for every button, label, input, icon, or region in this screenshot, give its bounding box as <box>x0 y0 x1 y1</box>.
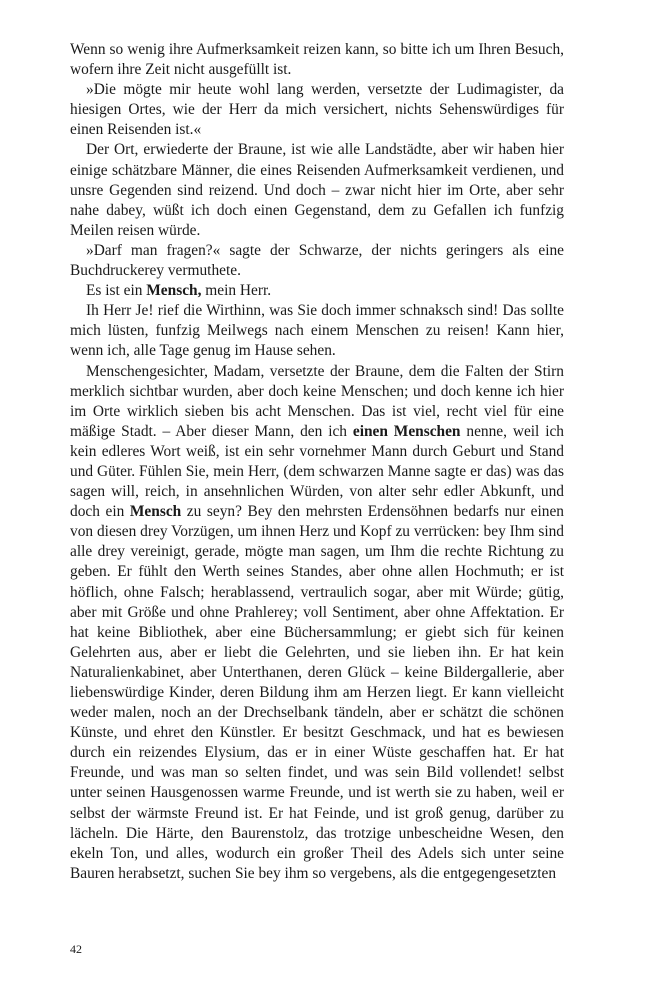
paragraph <box>70 241 564 281</box>
text-run: zu seyn? Bey den mehrsten Erdensöhnen bedarfs nur einen von diesen drey Vorzügen, um ihnen Herz und Kopf zu verrücken: bey Ihm sind alle drey vereinigt, gerade, mögte man sagen, um Ihm die rechte Richtung zu geben. Er fühlt den Werth seines Standes, aber ohne allen Hochmuth; er ist höflich, ohne Falsch; herablassend, vertraulich sogar, aber mit Würde; gütig, aber mit Größe und ohne Prahlerey; voll Sentiment, aber ohne Affektation. Er hat keine Bibliothek, aber eine Büchersammlung; er giebt sich für keinen Gelehrten aus, aber er liebt die Gelehrten, und sie lieben ihn. Er hat kein Naturalienkabinet, aber Unterthanen, deren Glück – keine Bildergallerie, aber liebenswürdige Kinder, deren Bildung ihm am Herzen liegt. Er kann vielleicht weder malen, noch an der Drechselbank tändeln, aber er schätzt die schönen Künste, und ehret den Künstler. Er besitzt Geschmack, und hat es bewiesen durch ein reizendes Elysium, das er in einer Wüste geschaffen hat. Er hat Freunde, und was man so selten findet, und was sein Bild vollendet! selbst unter seinen Hausgenossen warme Freunde, und ist werth sie zu haben, weil er selbst der wärmste Freund ist. Er hat Feinde, und ist groß genug, darüber zu lächeln. Die Härte, den Baurenstolz, das trotzige unbescheidne Wesen, den ekeln Ton, und alles, wodurch ein großer Theil des Adels sich unter seine Bauren herabsetzt, suchen Sie bey ihm so vergebens, als die entgegengesetzten <box>70 503 564 882</box>
text-run: Ih Herr Je! rief die Wirthinn, was Sie doch immer schnaksch sind! Das sollte mich lüsten, funfzig Meilwegs nach einem Menschen zu reisen! Kann hier, wenn ich, alle Tage genug im Hause sehen. <box>70 302 564 360</box>
paragraph <box>70 362 564 884</box>
paragraph <box>70 281 564 301</box>
paragraph <box>70 301 564 361</box>
paragraph <box>70 80 564 140</box>
text-run: nenne, weil ich kein edleres Wort weiß, ist ein sehr vornehmer Mann durch Geburt und Stand und Güter. Fühlen Sie, mein Herr, (dem schwarzen Manne sagte er das) was das sagen will, reich, in ansehnlichen Würden, von alter sehr edler Abkunft, und doch ein <box>70 422 564 521</box>
paragraph <box>70 140 564 240</box>
text-run: »Die mögte mir heute wohl lang werden, versetzte der Ludimagister, da hiesigen Ortes, wie der Herr da mich versichert, nichts Sehenswürdiges für einen Reisenden ist.« <box>70 81 564 139</box>
text-run: »Darf man fragen?« sagte der Schwarze, der nichts geringers als eine Buchdruckerey vermuthete. <box>70 241 564 280</box>
text-run: Der Ort, erwiederte der Braune, ist wie alle Landstädte, aber wir haben hier einige schätzbare Männer, die eines Reisenden Aufmerksamkeit verdienen, und unsre Gegenden sind reizend. Und doch – zwar nicht hier im Orte, aber sehr nahe dabey, wüßt ich doch einen Gegenstand, dem zu Gefallen ich funfzig Meilen reisen würde. <box>70 141 564 239</box>
text-run: Es ist ein <box>86 282 147 300</box>
bold-text: einen Menschen <box>352 422 461 440</box>
page-text <box>70 40 564 884</box>
page-number: 42 <box>70 942 82 956</box>
text-run: Menschengesichter, Madam, versetzte der Braune, dem die Falten der Stirn merklich sichtbar wurden, aber doch keine Menschen; und doch kenne ich hier im Orte wirklich sieben bis acht Menschen. Das ist viel, recht viel für eine mäßige Stadt. – Aber dieser Mann, den ich <box>70 362 564 440</box>
text-run: Wenn so wenig ihre Aufmerksamkeit reizen kann, so bitte ich um Ihren Besuch, wofern ihre Zeit nicht ausgefüllt ist. <box>70 41 564 79</box>
text-run: mein Herr. <box>201 282 272 300</box>
bold-text: Mensch <box>129 503 182 521</box>
bold-text: Mensch, <box>146 282 202 300</box>
paragraph <box>70 40 564 80</box>
